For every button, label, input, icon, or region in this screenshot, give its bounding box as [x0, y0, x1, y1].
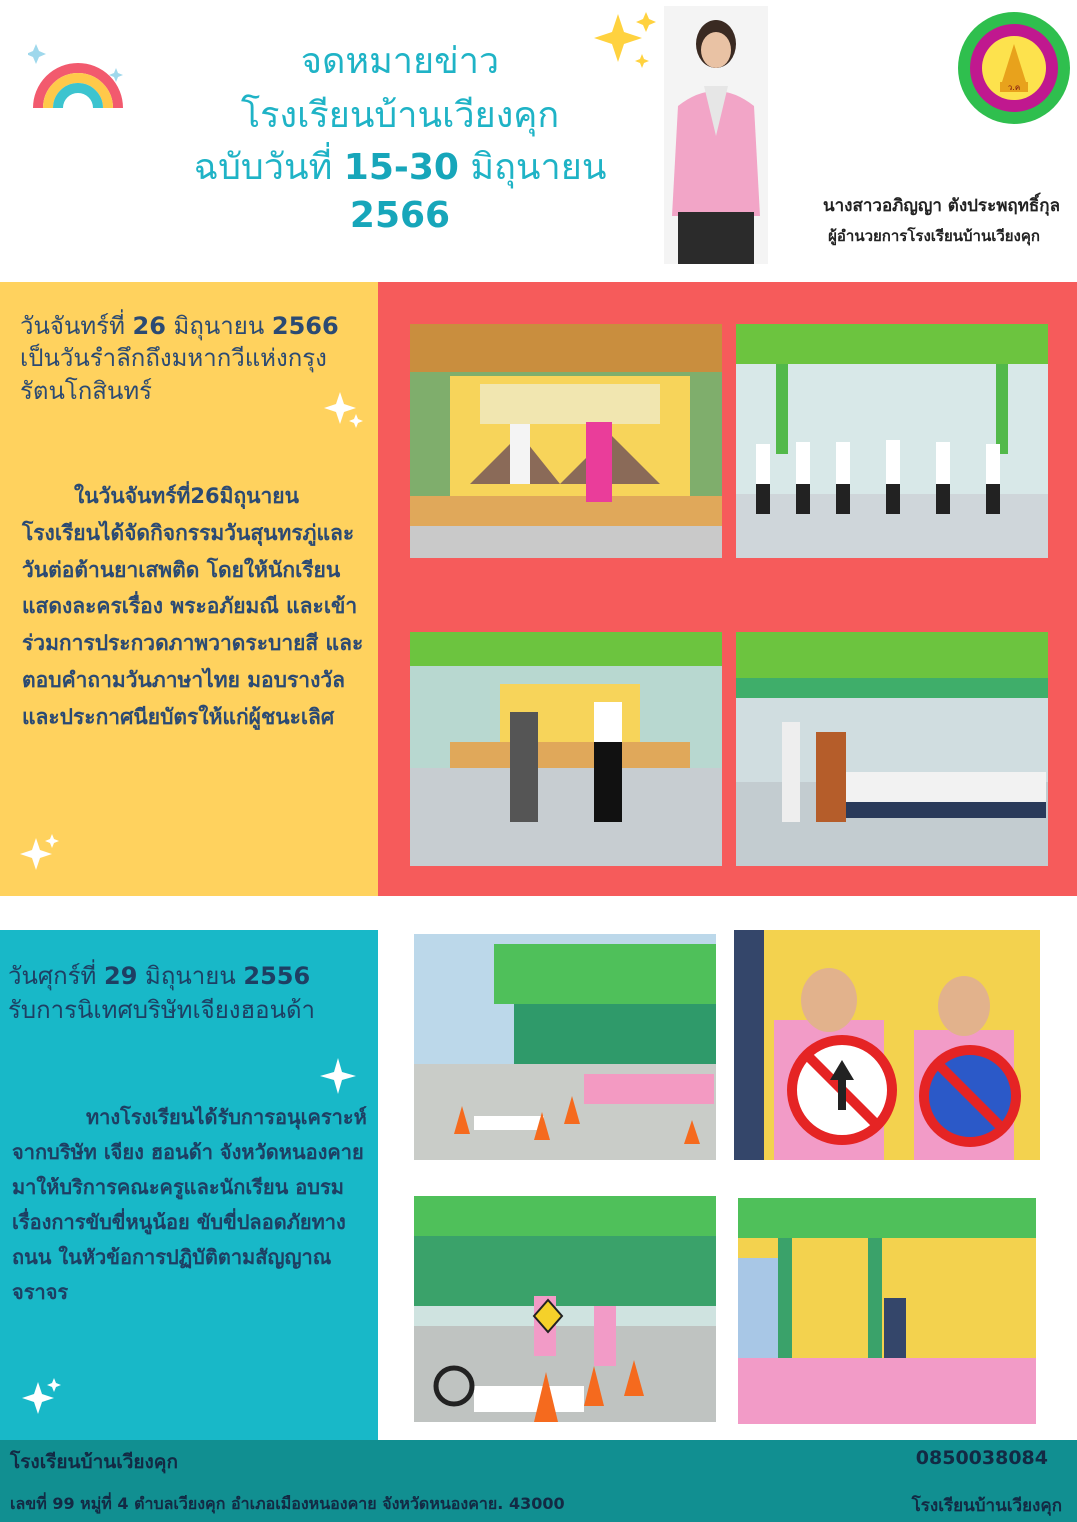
- newsletter-title: จดหมายข่าว: [300, 41, 500, 82]
- footer-address: เลขที่ 99 หมู่ที่ 4 ตำบลเวียงคุก อำเภอเมืองหนองคาย จังหวัดหนองคาย. 43000: [10, 1494, 565, 1513]
- sparkle-icon: [18, 830, 62, 874]
- footer-school-name: โรงเรียนบ้านเวียงคุก: [10, 1451, 179, 1473]
- school-logo: [956, 10, 1072, 126]
- section1-date-heading: วันจันทร์ที่ 26 มิถุนายน 2566 เป็นวันรำลึกถึงมหากวีแห่งกรุงรัตนโกสินทร์: [20, 312, 339, 405]
- photo-award-ceremony: [410, 632, 722, 866]
- photo-students-seated: [736, 632, 1048, 866]
- footer-phone: 0850038084: [915, 1447, 1048, 1469]
- photo-bike-training: [414, 1196, 716, 1422]
- sparkle-icon: [590, 6, 660, 76]
- issue-date-title: ฉบับวันที่ 15-30 มิถุนายน 2566: [193, 147, 607, 236]
- section1-body-text: ในวันจันทร์ที่26มิถุนายน โรงเรียนได้จัดกิจกรรมวันสุนทรภู่และวันต่อต้านยาเสพติด โดยให้นักเรียนแสดงละครเรื่อง พระอภัยมณี และเข้าร่วมการประกวดภาพวาดระบายสี และตอบคำถามวันภาษาไทย มอบรางวัลและประกาศนียบัตรให้แก่ผู้ชนะเลิศ: [22, 484, 364, 729]
- photo-students-lecture: [738, 1198, 1036, 1424]
- principal-role: ผู้อำนวยการโรงเรียนบ้านเวียงคุก: [828, 227, 1040, 245]
- sparkle-icon: [322, 388, 366, 432]
- sparkle-icon: [318, 1054, 362, 1098]
- principal-name: นางสาวอภิญญา ตังประพฤทธิ์กุล: [823, 196, 1060, 216]
- photo-stage-play: [410, 324, 722, 558]
- rainbow-icon: [28, 28, 128, 118]
- photo-traffic-signs: [734, 930, 1040, 1160]
- footer-school-name-right: โรงเรียนบ้านเวียงคุก: [911, 1496, 1062, 1516]
- school-title: โรงเรียนบ้านเวียงคุก: [240, 95, 560, 136]
- svg-text:ว.ค: ว.ค: [1007, 83, 1021, 92]
- photo-traffic-course: [414, 934, 716, 1160]
- photo-students-assembly: [736, 324, 1048, 558]
- sparkle-icon: [20, 1374, 64, 1418]
- section2-date-heading: วันศุกร์ที่ 29 มิถุนายน 2556 รับการนิเทศบริษัทเจียงฮอนด้า: [8, 962, 316, 1024]
- section2-body-text: ทางโรงเรียนได้รับการอนุเคราะห์จากบริษัท เจียง ฮอนด้า จังหวัดหนองคาย มาให้บริการคณะครูและนักเรียน อบรมเรื่องการขับขี่หนูน้อย ขับขี่ปลอดภัยทางถนน ในหัวข้อการปฏิบัติตามสัญญาณจราจร: [12, 1105, 367, 1304]
